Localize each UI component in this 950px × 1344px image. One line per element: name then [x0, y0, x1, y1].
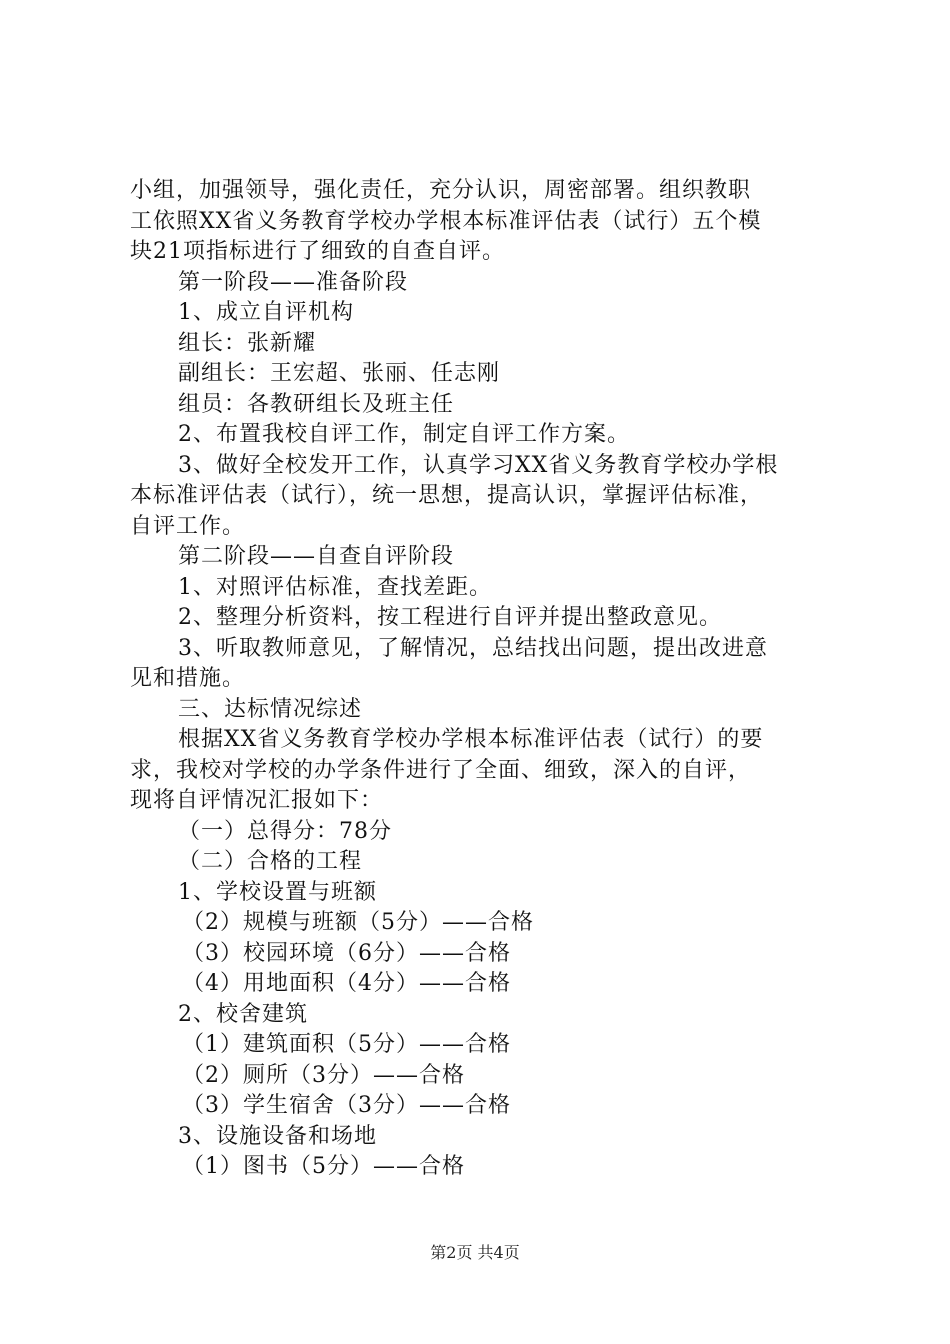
category-heading: 3、设施设备和场地: [178, 1123, 377, 1149]
paragraph-line: 现将自评情况汇报如下：: [130, 788, 384, 813]
score-item: （2）厕所（3分）——合格: [182, 1062, 465, 1088]
section-heading-stage-one: 第一阶段——准备阶段: [178, 269, 409, 295]
paragraph-line: 求，我校对学校的办学条件进行了全面、细致，深入的自评，: [130, 757, 752, 783]
page-footer: 第2页 共4页: [430, 1243, 520, 1262]
paragraph-line: 小组，加强领导，强化责任，充分认识，周密部署。组织教职: [130, 178, 752, 203]
score-item: （1）图书（5分）——合格: [182, 1154, 465, 1179]
score-item: （3）校园环境（6分）——合格: [182, 940, 511, 966]
paragraph-line: 见和措施。: [130, 666, 246, 691]
list-item: 1、成立自评机构: [178, 300, 354, 325]
list-item: 组员：各教研组长及班主任: [178, 391, 455, 417]
list-item: 2、整理分析资料，按工程进行自评并提出整政意见。: [178, 605, 722, 630]
list-item: 2、布置我校自评工作，制定自评工作方案。: [178, 422, 630, 447]
list-item: 副组长：王宏超、张丽、任志刚: [178, 361, 501, 386]
paragraph-line: 块21项指标进行了细致的自查自评。: [130, 239, 505, 264]
paragraph-line: 根据XX省义务教育学校办学根本标准评估表（试行）的要: [178, 727, 764, 752]
list-item: 1、对照评估标准，查找差距。: [178, 574, 492, 600]
paragraph-line: 3、做好全校发开工作，认真学习XX省义务教育学校办学根: [178, 452, 779, 478]
category-heading: 1、学校设置与班额: [178, 879, 377, 905]
list-item: 组长：张新耀: [178, 330, 317, 356]
section-heading-summary: 三、达标情况综述: [178, 696, 363, 722]
document-body: [130, 176, 840, 1183]
paragraph-line: 工依照XX省义务教育学校办学根本标准评估表（试行）五个模: [130, 208, 762, 234]
score-item: （4）用地面积（4分）——合格: [182, 971, 511, 996]
paragraph-line: 本标准评估表（试行），统一思想，提高认识，掌握评估标准，: [130, 483, 764, 508]
paragraph-line: 3、听取教师意见，了解情况，总结找出问题，提出改进意: [178, 635, 768, 661]
paragraph-line: 自评工作。: [130, 513, 246, 539]
score-item: （1）建筑面积（5分）——合格: [182, 1032, 511, 1057]
score-item: （2）规模与班额（5分）——合格: [182, 910, 534, 935]
section-heading-stage-two: 第二阶段——自查自评阶段: [178, 544, 455, 569]
category-heading: 2、校舍建筑: [178, 1001, 308, 1027]
score-item: （3）学生宿舍（3分）——合格: [182, 1093, 511, 1118]
subsection-heading: （二）合格的工程: [178, 849, 363, 874]
total-score: （一）总得分：78分: [178, 818, 392, 844]
